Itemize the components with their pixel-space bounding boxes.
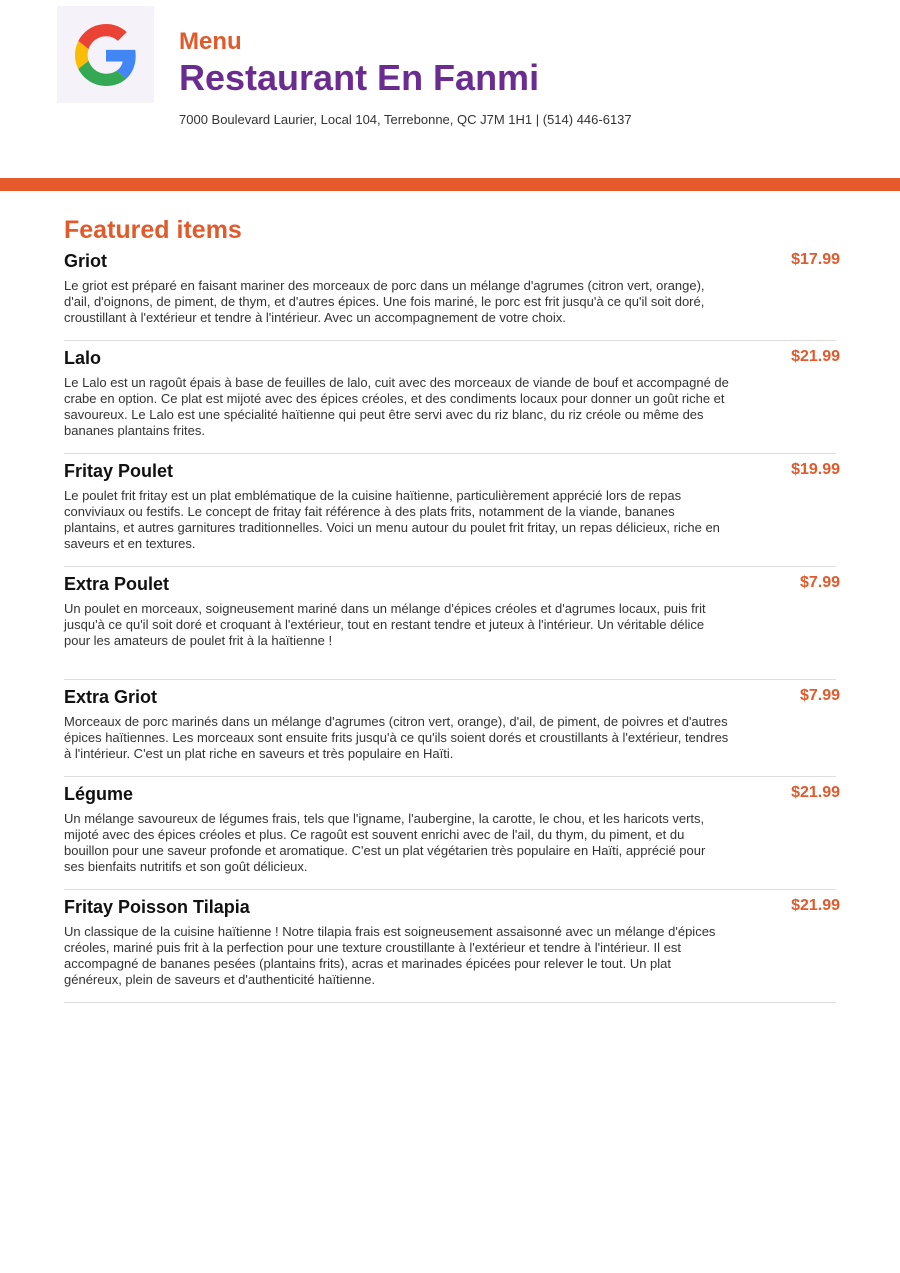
menu-item-description: Un classique de la cuisine haïtienne ! Notre tilapia frais est soigneusement assaisonné avec un mélange d'épices créoles, mariné puis frit à la perfection pour une texture croustillante à l'extérieur et tendre à l'intérieur. Il est accompagné de bananes pesées (plantains frits), acras et marinades épicées pour relever le tout. Un plat généreux, plein de saveurs et d'authenticité haïtienne. [64, 924, 716, 987]
menu-content [64, 215, 840, 1003]
page-header [0, 0, 900, 178]
header-text [179, 28, 632, 128]
menu-item-price: $17.99 [791, 251, 840, 268]
menu-item-name: Griot [64, 251, 107, 271]
menu-item [64, 686, 840, 777]
restaurant-logo [57, 6, 154, 103]
menu-item [64, 783, 840, 890]
menu-item-header [64, 250, 840, 272]
menu-item-name: Extra Poulet [64, 574, 170, 594]
menu-item-header [64, 573, 840, 595]
menu-item-header [64, 460, 840, 482]
menu-item-description: Le Lalo est un ragoût épais à base de feuilles de lalo, cuit avec des morceaux de viande de bouf et accompagné de crabe en option. Ce plat est mijoté avec des épices créoles, et des condiments locaux pour donner un goût riche et savoureux. Le Lalo est une spécialité haïtienne qui peut être servi avec du riz blanc, du riz créole ou même des bananes plantains frites. [64, 375, 729, 438]
menu-item-header [64, 896, 840, 918]
header-divider-bar [0, 178, 900, 191]
menu-item-name: Légume [64, 784, 134, 804]
menu-item-name: Fritay Poisson Tilapia [64, 897, 250, 917]
menu-item-header [64, 347, 840, 369]
menu-item [64, 347, 840, 454]
menu-label: Menu [179, 28, 242, 55]
menu-item-description: Un mélange savoureux de légumes frais, tels que l'igname, l'aubergine, la carotte, le chou, et les haricots verts, mijoté avec des épices créoles et plus. Ce ragoût est souvent enrichi avec de l'ail, du thym, du piment, et du bouillon pour une saveur profonde et aromatique. C'est un plat végétarien très populaire en Haïti, apprécié pour ses bienfaits nutritifs et son goût délicieux. [64, 811, 706, 874]
google-g-icon [75, 24, 137, 86]
menu-item-price: $21.99 [791, 784, 840, 801]
menu-item-price: $7.99 [799, 687, 840, 704]
section-title: Featured items [64, 216, 242, 244]
menu-item-name: Fritay Poulet [64, 461, 174, 481]
menu-item-header [64, 686, 840, 708]
menu-item-price: $21.99 [791, 897, 840, 914]
menu-item-description: Morceaux de porc marinés dans un mélange d'agrumes (citron vert, orange), d'ail, de piment, de poivres et d'autres épices haïtiennes. Les morceaux sont ensuite frits jusqu'à ce qu'ils soient dorés et croustillants à l'extérieur, tendres à l'intérieur. C'est un plat riche en saveurs et très populaire en Haïti. [64, 714, 729, 761]
menu-item-description: Le poulet frit fritay est un plat emblématique de la cuisine haïtienne, particulièrement apprécié lors de repas conviviaux ou festifs. Le concept de fritay fait référence à des plats frits, notamment de la viande, bananes plantains, et autres garnitures traditionnelles. Voici un menu autour du poulet frit fritay, un repas délicieux, riche en saveurs et en textures. [64, 488, 720, 551]
restaurant-address: 7000 Boulevard Laurier, Local 104, Terrebonne, QC J7M 1H1 | (514) 446-6137 [179, 112, 632, 127]
menu-item-header [64, 783, 840, 805]
menu-item-description: Un poulet en morceaux, soigneusement mariné dans un mélange d'épices créoles et d'agrumes locaux, puis frit jusqu'à ce qu'il soit doré et croquant à l'extérieur, tout en restant tendre et juteux à l'intérieur. Un véritable délice pour les amateurs de poulet frit à la haïtienne ! [64, 601, 706, 648]
menu-item-price: $19.99 [791, 461, 840, 478]
restaurant-name: Restaurant En Fanmi [179, 57, 540, 98]
menu-item [64, 250, 840, 341]
menu-item-description: Le griot est préparé en faisant mariner des morceaux de porc dans un mélange d'agrumes (citron vert, orange), d'ail, d'oignons, de piment, de thym, et d'autres épices. Une fois mariné, le porc est frit jusqu'à ce qu'il soit doré, croustillant à l'extérieur et tendre à l'intérieur. Avec un accompagnement de votre choix. [64, 278, 705, 325]
menu-item [64, 460, 840, 567]
menu-item-price: $7.99 [799, 574, 840, 591]
menu-item-name: Extra Griot [64, 687, 158, 707]
menu-item-name: Lalo [64, 348, 102, 368]
menu-item [64, 573, 840, 680]
menu-item-price: $21.99 [791, 348, 840, 365]
menu-item [64, 896, 840, 1003]
